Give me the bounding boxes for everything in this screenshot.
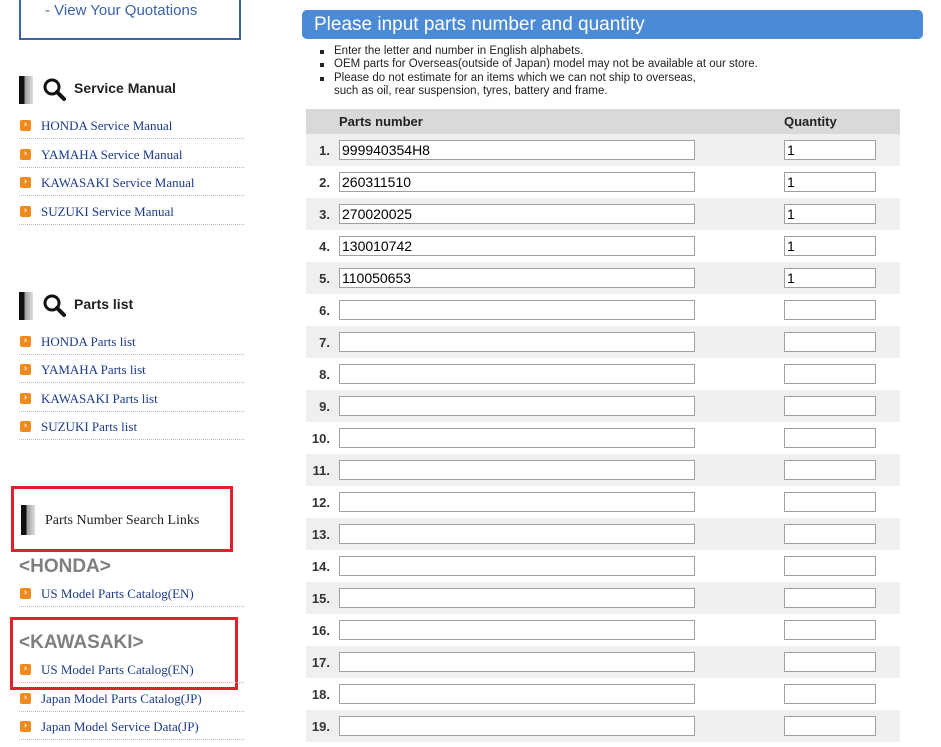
section-bar-icon xyxy=(21,505,35,535)
quantity-input[interactable] xyxy=(784,716,876,736)
sidebar-item-label[interactable]: Japan Model Service Data(JP) xyxy=(41,719,199,734)
sidebar-item-label[interactable]: Japan Model Parts Catalog(JP) xyxy=(41,691,202,706)
sidebar-item-kawasaki-jp-parts-catalog[interactable] xyxy=(19,685,244,712)
row-number: 16. xyxy=(311,623,330,638)
table-row xyxy=(306,358,900,390)
instruction-continuation: such as oil, rear suspension, tyres, battery and frame. xyxy=(334,85,608,98)
sidebar-item-kawasaki-parts-list[interactable] xyxy=(19,385,244,412)
table-body xyxy=(306,134,900,742)
quantity-input[interactable] xyxy=(784,524,876,544)
page-title: Please input parts number and quantity xyxy=(302,10,923,39)
table-row xyxy=(306,678,900,710)
table-row xyxy=(306,422,900,454)
parts-number-input[interactable] xyxy=(339,620,695,640)
arrow-icon: › xyxy=(20,393,31,404)
quantity-input[interactable] xyxy=(784,428,876,448)
sidebar-item-kawasaki-us-parts-catalog[interactable] xyxy=(19,656,244,683)
row-number: 11. xyxy=(312,463,330,478)
quantity-input[interactable] xyxy=(784,332,876,352)
row-number: 9. xyxy=(319,399,330,414)
arrow-icon: › xyxy=(20,364,31,375)
parts-number-input[interactable] xyxy=(339,460,695,480)
arrow-icon: › xyxy=(20,336,31,347)
arrow-icon: › xyxy=(20,588,31,599)
row-number: 5. xyxy=(319,271,330,286)
table-row xyxy=(306,166,900,198)
quantity-input[interactable] xyxy=(784,556,876,576)
search-icon xyxy=(42,293,66,317)
table-row xyxy=(306,262,900,294)
parts-number-search-links-title: Parts Number Search Links xyxy=(45,513,200,528)
sidebar-item-label[interactable]: KAWASAKI Parts list xyxy=(41,391,158,406)
sidebar-item-honda-us-parts-catalog[interactable] xyxy=(19,580,244,607)
quantity-input[interactable] xyxy=(784,684,876,704)
table-row xyxy=(306,518,900,550)
kawasaki-heading: <KAWASAKI> xyxy=(19,632,144,653)
column-header-parts-number: Parts number xyxy=(339,114,423,129)
section-bar-icon xyxy=(19,292,33,320)
arrow-icon: › xyxy=(20,149,31,160)
table-row xyxy=(306,198,900,230)
row-number: 1. xyxy=(319,143,330,158)
instruction-item: OEM parts for Overseas(outside of Japan) model may not be available at our store. xyxy=(318,58,758,71)
parts-number-input[interactable] xyxy=(339,428,695,448)
row-number: 19. xyxy=(311,719,330,734)
table-row xyxy=(306,614,900,646)
arrow-icon: › xyxy=(20,177,31,188)
parts-number-input[interactable] xyxy=(339,140,695,160)
sidebar-item-label[interactable]: HONDA Service Manual xyxy=(41,118,173,133)
row-number: 13. xyxy=(311,527,330,542)
arrow-icon: › xyxy=(20,206,31,217)
parts-number-input[interactable] xyxy=(339,652,695,672)
quantity-input[interactable] xyxy=(784,140,876,160)
table-row xyxy=(306,390,900,422)
quantity-input[interactable] xyxy=(784,588,876,608)
quantity-input[interactable] xyxy=(784,268,876,288)
arrow-icon: › xyxy=(20,120,31,131)
parts-number-input[interactable] xyxy=(339,268,695,288)
quantity-input[interactable] xyxy=(784,172,876,192)
parts-number-input[interactable] xyxy=(339,300,695,320)
sidebar-item-label[interactable]: SUZUKI Service Manual xyxy=(41,204,174,219)
section-bar-icon xyxy=(19,76,33,104)
row-number: 12. xyxy=(311,495,330,510)
sidebar-item-honda-service-manual[interactable] xyxy=(19,112,244,139)
quantity-input[interactable] xyxy=(784,460,876,480)
sidebar-item-label[interactable]: US Model Parts Catalog(EN) xyxy=(41,586,194,601)
quantity-input[interactable] xyxy=(784,364,876,384)
sidebar-item-yamaha-parts-list[interactable] xyxy=(19,356,244,383)
column-header-quantity: Quantity xyxy=(784,114,837,129)
parts-number-input[interactable] xyxy=(339,396,695,416)
sidebar-item-suzuki-parts-list[interactable] xyxy=(19,413,244,440)
parts-number-input[interactable] xyxy=(339,204,695,224)
table-row xyxy=(306,646,900,678)
row-number: 4. xyxy=(319,239,330,254)
sidebar-item-suzuki-service-manual[interactable] xyxy=(19,198,244,225)
sidebar-item-honda-parts-list[interactable] xyxy=(19,328,244,355)
parts-number-input[interactable] xyxy=(339,236,695,256)
table-row xyxy=(306,454,900,486)
row-number: 7. xyxy=(319,335,330,350)
row-number: 10. xyxy=(311,431,330,446)
sidebar-item-label[interactable]: HONDA Parts list xyxy=(41,334,136,349)
row-number: 15. xyxy=(311,591,330,606)
parts-number-input[interactable] xyxy=(339,716,695,736)
service-manual-heading xyxy=(19,73,244,105)
table-row xyxy=(306,550,900,582)
table-row xyxy=(306,582,900,614)
parts-number-input[interactable] xyxy=(339,492,695,512)
instruction-item: Please do not estimate for an items which we can not ship to overseas, xyxy=(318,72,758,85)
table-row xyxy=(306,134,900,166)
sidebar-item-label[interactable]: YAMAHA Parts list xyxy=(41,362,146,377)
sidebar-item-label[interactable]: US Model Parts Catalog(EN) xyxy=(41,662,194,677)
quantity-input[interactable] xyxy=(784,236,876,256)
parts-number-input[interactable] xyxy=(339,332,695,352)
sidebar-item-label[interactable]: YAMAHA Service Manual xyxy=(41,147,183,162)
parts-table xyxy=(306,109,900,742)
quantity-input[interactable] xyxy=(784,204,876,224)
parts-number-input[interactable] xyxy=(339,524,695,544)
sidebar-item-label[interactable]: SUZUKI Parts list xyxy=(41,419,138,434)
arrow-icon: › xyxy=(20,693,31,704)
parts-number-input[interactable] xyxy=(339,172,695,192)
instruction-item: Enter the letter and number in English alphabets. xyxy=(318,45,758,58)
row-number: 14. xyxy=(311,559,330,574)
quantity-input[interactable] xyxy=(784,620,876,640)
row-number: 8. xyxy=(319,367,330,382)
parts-number-input[interactable] xyxy=(339,588,695,608)
table-row xyxy=(306,294,900,326)
sidebar-item-kawasaki-service-manual[interactable] xyxy=(19,169,244,196)
view-quotations-link[interactable]: - View Your Quotations xyxy=(45,2,198,19)
sidebar-item-kawasaki-jp-service-data[interactable] xyxy=(19,713,244,740)
table-row xyxy=(306,230,900,262)
sidebar-item-yamaha-service-manual[interactable] xyxy=(19,141,244,168)
arrow-icon: › xyxy=(20,721,31,732)
honda-heading: <HONDA> xyxy=(19,556,111,577)
row-number: 3. xyxy=(319,207,330,222)
quantity-input[interactable] xyxy=(784,300,876,320)
service-manual-title: Service Manual xyxy=(74,80,176,96)
arrow-icon: › xyxy=(20,664,31,675)
parts-number-input[interactable] xyxy=(339,556,695,576)
row-number: 17. xyxy=(311,655,330,670)
table-row xyxy=(306,326,900,358)
quantity-input[interactable] xyxy=(784,652,876,672)
parts-list-heading xyxy=(19,289,244,321)
parts-number-input[interactable] xyxy=(339,364,695,384)
table-header xyxy=(306,109,900,134)
row-number: 2. xyxy=(319,175,330,190)
quantity-input[interactable] xyxy=(784,492,876,512)
arrow-icon: › xyxy=(20,421,31,432)
instructions-list xyxy=(318,45,758,99)
quotations-box xyxy=(19,0,241,40)
table-row xyxy=(306,486,900,518)
parts-number-input[interactable] xyxy=(339,684,695,704)
parts-list-title: Parts list xyxy=(74,296,134,312)
table-row xyxy=(306,710,900,742)
row-number: 18. xyxy=(311,687,330,702)
row-number: 6. xyxy=(319,303,330,318)
quantity-input[interactable] xyxy=(784,396,876,416)
sidebar-item-label[interactable]: KAWASAKI Service Manual xyxy=(41,175,195,190)
search-icon xyxy=(42,77,66,101)
